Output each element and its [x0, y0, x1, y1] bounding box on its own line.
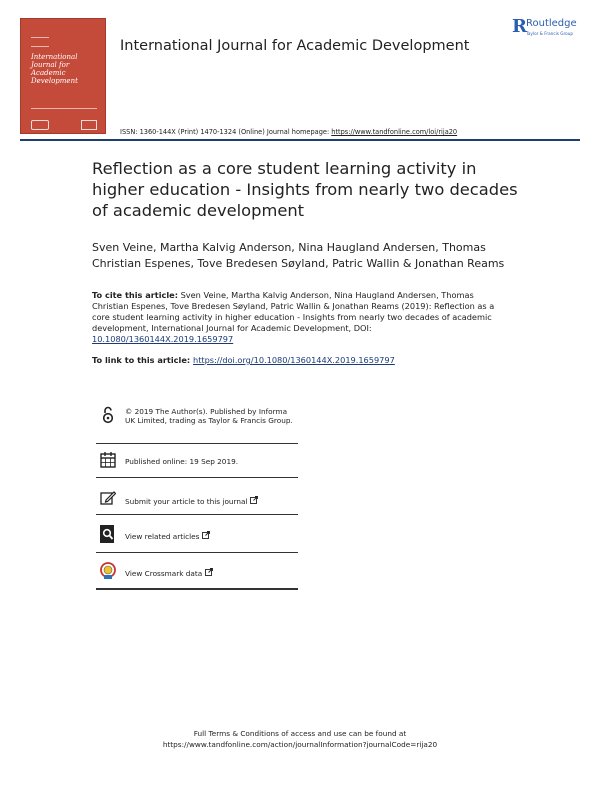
submit-article-link[interactable]: Submit your article to this journal	[125, 496, 258, 506]
article-link-line	[92, 355, 395, 365]
external-link-icon	[205, 568, 213, 576]
cover-society-logo	[31, 120, 49, 130]
crossmark-row[interactable]	[96, 553, 298, 590]
external-link-icon	[202, 531, 210, 539]
external-link-icon	[250, 496, 258, 504]
open-access-lock-icon	[100, 406, 116, 424]
journal-homepage-link[interactable]: https://www.tandfonline.com/loi/rija20	[331, 128, 458, 136]
terms-url[interactable]: https://www.tandfonline.com/action/journalInformation?journalCode=rija20	[162, 740, 438, 749]
submit-article-row[interactable]	[96, 478, 298, 515]
link-label: To link to this article:	[92, 355, 193, 365]
issn-text: ISSN: 1360-144X (Print) 1470-1324 (Online) Journal homepage:	[120, 128, 332, 136]
crossmark-link[interactable]: View Crossmark data	[125, 568, 213, 578]
related-articles-row[interactable]	[96, 515, 298, 553]
publisher-tagline: Taylor & Francis Group	[526, 31, 574, 36]
crossmark-icon	[100, 562, 116, 580]
license-row	[96, 398, 298, 444]
terms-text: Full Terms & Conditions of access and use can be found at	[193, 729, 407, 738]
cover-decoration	[31, 37, 49, 47]
article-authors: Sven Veine, Martha Kalvig Anderson, Nina Haugland Andersen, Thomas Christian Espenes, Tove Bredesen Søyland, Patric Wallin & Jonathan Reams	[92, 241, 505, 270]
terms-footer	[0, 728, 600, 750]
issn-line	[120, 128, 457, 136]
calendar-icon	[100, 451, 116, 469]
header-divider	[20, 139, 580, 141]
license-text: © 2019 The Author(s). Published by Informa UK Limited, trading as Taylor & Francis Group.	[125, 407, 293, 425]
published-date: Published online: 19 Sep 2019.	[125, 457, 239, 466]
cite-doi-link[interactable]: 10.1080/1360144X.2019.1659797	[92, 334, 234, 344]
cite-text: Sven Veine, Martha Kalvig Anderson, Nina Haugland Andersen, Thomas Christian Espenes, Tove Bredesen Søyland, Patric Wallin & Jonathan Reams (2019): Reflection as a core student learning activity in higher education - Insights from nearly two decades of academic development, International Journal for Academic Development, DOI:	[92, 290, 495, 333]
cover-title: International Journal for Academic Development	[31, 53, 78, 85]
article-info-list	[96, 398, 298, 590]
article-title: Reflection as a core student learning activity in higher education - Insights from nearly two decades of academic development	[92, 159, 518, 220]
magnifier-icon	[100, 525, 116, 543]
journal-name: International Journal for Academic Development	[120, 38, 470, 54]
cover-divider	[31, 108, 97, 109]
publisher-name: Routledge	[526, 18, 577, 29]
related-articles-link[interactable]: View related articles	[125, 531, 210, 541]
pencil-edit-icon	[100, 489, 116, 507]
citation-block	[92, 290, 502, 345]
cover-publisher-logo	[81, 120, 97, 130]
routledge-r-icon: R	[512, 16, 527, 37]
published-row	[96, 444, 298, 478]
cite-label: To cite this article:	[92, 290, 178, 300]
journal-cover-image	[20, 18, 106, 134]
article-doi-link[interactable]: https://doi.org/10.1080/1360144X.2019.1659797	[193, 355, 395, 365]
publisher-logo	[512, 17, 590, 41]
